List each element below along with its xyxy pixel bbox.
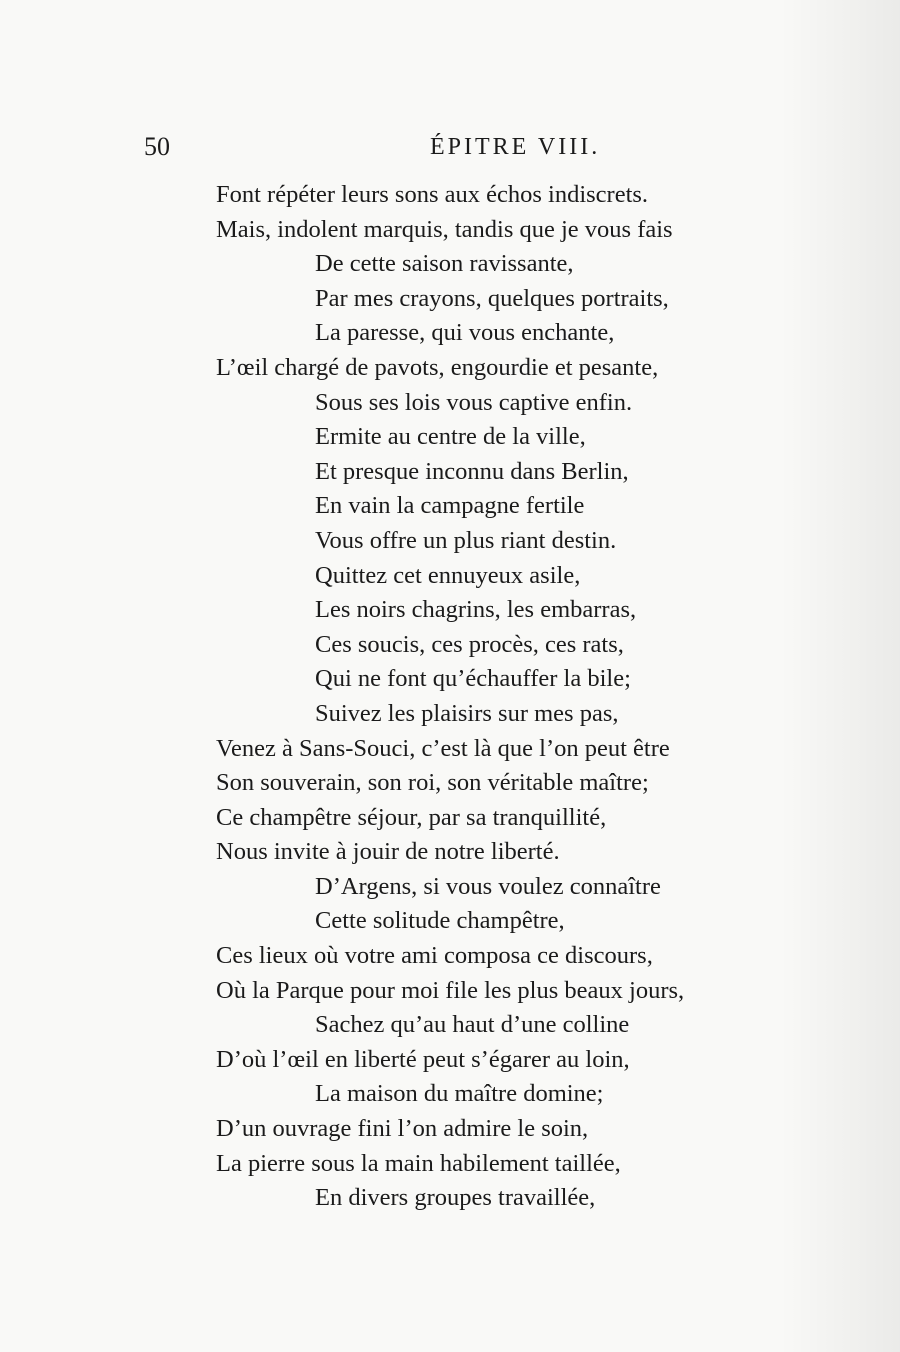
verse-line: D’où l’œil en liberté peut s’égarer au loin, — [216, 1045, 630, 1073]
verse-line: Ces soucis, ces procès, ces rats, — [315, 630, 624, 658]
verse-line: La maison du maître domine; — [315, 1080, 604, 1108]
verse-line: Sachez qu’au haut d’une colline — [315, 1011, 630, 1039]
verse-line: Ces lieux où votre ami composa ce discours, — [216, 942, 653, 970]
verse-line: Mais, indolent marquis, tandis que je vous fais — [216, 215, 673, 243]
verse-line: Cette solitude champêtre, — [315, 907, 565, 935]
verse-line: Son souverain, son roi, son véritable maître; — [216, 769, 649, 797]
page-number: 50 — [144, 132, 170, 161]
verse-line: Où la Parque pour moi file les plus beaux jours, — [216, 976, 685, 1004]
verse-line: L’œil chargé de pavots, engourdie et pesante, — [216, 353, 659, 381]
verse-line: Ce champêtre séjour, par sa tranquillité, — [216, 803, 607, 831]
verse-line: Les noirs chagrins, les embarras, — [315, 596, 637, 624]
verse-line: Sous ses lois vous captive enfin. — [315, 388, 633, 416]
verse-line: Par mes crayons, quelques portraits, — [315, 284, 669, 312]
verse-line: Ermite au centre de la ville, — [315, 423, 586, 451]
verse-line: Vous offre un plus riant destin. — [315, 526, 617, 554]
verse-line: De cette saison ravissante, — [315, 250, 574, 278]
verse-line: Et presque inconnu dans Berlin, — [315, 457, 629, 485]
verse-line: Venez à Sans-Souci, c’est là que l’on peut être — [216, 734, 670, 762]
verse-line: Font répéter leurs sons aux échos indiscrets. — [216, 181, 649, 208]
verse-line: La paresse, qui vous enchante, — [315, 319, 615, 347]
verse-block — [216, 178, 836, 1216]
verse-line: En divers groupes travaillée, — [315, 1184, 596, 1212]
verse-line: D’un ouvrage fini l’on admire le soin, — [216, 1115, 589, 1143]
verse-line: En vain la campagne fertile — [315, 492, 585, 520]
verse-line: D’Argens, si vous voulez connaître — [315, 872, 661, 900]
verse-line: Suivez les plaisirs sur mes pas, — [315, 699, 619, 727]
verse-line: La pierre sous la main habilement taillée, — [216, 1149, 621, 1177]
verse-line: Nous invite à jouir de notre liberté. — [216, 838, 560, 866]
verse-line: Quittez cet ennuyeux asile, — [315, 561, 581, 589]
running-head: ÉPITRE VIII. — [430, 134, 601, 160]
verse-line: Qui ne font qu’échauffer la bile; — [315, 665, 631, 693]
